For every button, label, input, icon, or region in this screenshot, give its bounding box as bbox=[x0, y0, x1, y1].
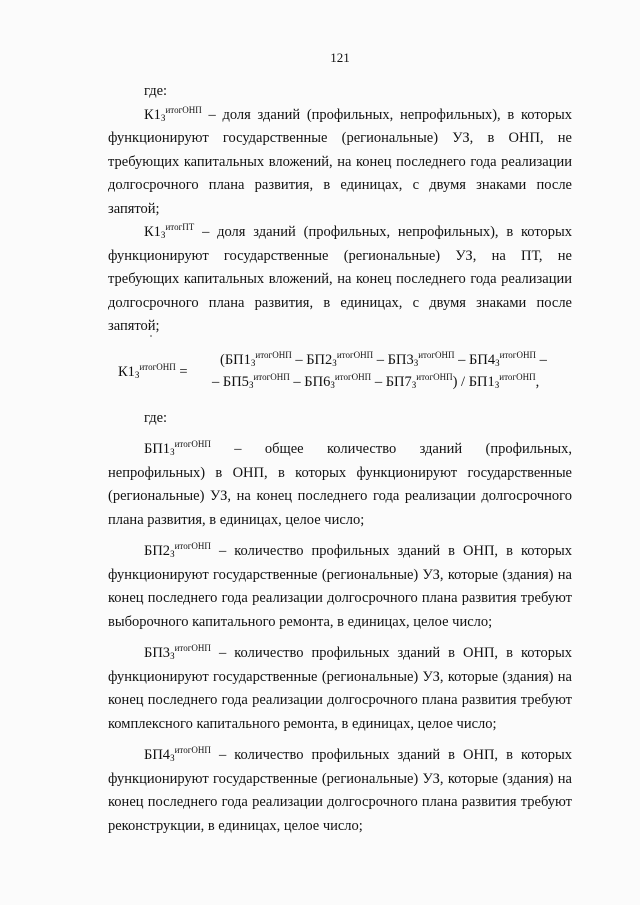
formula-term: $БП7_З^{итогОНП}$) / bbox=[385, 371, 469, 390]
definition-text: – общее количество зданий (профильных, непрофильных) в ОНП, в которых функционируют государственные (региональные) УЗ, на конец последнего года реализации долгосрочного плана развития, в единицах, целое число; bbox=[108, 441, 572, 528]
definition-bp1 bbox=[108, 438, 572, 532]
formula-lhs-symbol: К1 bbox=[118, 363, 135, 380]
definition-bp3 bbox=[108, 642, 572, 736]
symbol: БП4 bbox=[144, 747, 171, 763]
formula-term: $БП2_З^{итогОНП}$ – bbox=[306, 349, 388, 368]
formula-term: ($БП1_З^{итогОНП}$ – bbox=[220, 349, 307, 368]
symbol-sup: итогОНП bbox=[174, 745, 211, 755]
symbol: К1 bbox=[144, 224, 161, 240]
symbol-sup: итогОНП bbox=[174, 541, 211, 551]
intro-label: где: bbox=[144, 83, 168, 99]
symbol: К1 bbox=[144, 106, 161, 123]
symbol-sup: итогОНП bbox=[174, 439, 211, 449]
page-number: 121 bbox=[330, 50, 350, 65]
formula-equals: = bbox=[175, 363, 188, 380]
formula-lhs-sub: З bbox=[134, 369, 140, 380]
symbol-sup: итогПТ bbox=[165, 222, 195, 232]
formula-line-1 bbox=[220, 349, 547, 373]
formula-line-2 bbox=[212, 371, 539, 395]
where-label: где: bbox=[144, 409, 168, 426]
formula-term: $БП3_З^{итогОНП}$ – bbox=[387, 349, 470, 368]
symbol-sub: З bbox=[160, 230, 166, 240]
symbol: БП3 bbox=[144, 645, 171, 661]
formula-term: $БП6_З^{итогОНП}$ – bbox=[304, 371, 386, 390]
symbol: БП1 bbox=[144, 441, 171, 457]
symbol: БП2 bbox=[144, 543, 171, 559]
formula-lhs-sup: итогОНП bbox=[139, 361, 176, 372]
symbol-sup: итогОНП bbox=[165, 104, 202, 115]
definition-text: – количество профильных зданий в ОНП, в которых функционируют государственные (региональные) УЗ, которые (здания) на конец последнего года реализации долгосрочного плана развития требуют выборочного капитального ремонта, в единицах, целое число; bbox=[108, 543, 572, 630]
symbol-sub: З bbox=[160, 112, 166, 123]
symbol-sub: З bbox=[170, 753, 175, 763]
scan-dot bbox=[150, 335, 152, 337]
definition-text: – количество профильных зданий в ОНП, в которых функционируют государственные (региональные) УЗ, которые (здания) на конец последнего года реализации долгосрочного плана развития требуют реконструкции, в единицах, целое число; bbox=[108, 747, 572, 834]
symbol-sub: З bbox=[170, 651, 175, 661]
definition-bp2 bbox=[108, 540, 572, 634]
symbol-sub: З bbox=[170, 447, 175, 457]
formula-term: $БП1_З^{итогОНП}$, bbox=[468, 371, 540, 390]
symbol-sup: итогОНП bbox=[174, 643, 211, 653]
formula-term: – $БП5_З^{итогОНП}$ – bbox=[212, 371, 305, 390]
definition-k1-onp bbox=[108, 104, 572, 222]
definition-text: – доля зданий (профильных, непрофильных), в которых функционируют государственные (региональные) УЗ, в ОНП, не требующих капитальных вложений, на конец последнего года реализации долгосрочного плана развития, в единицах, с двумя знаками после запятой; bbox=[108, 106, 572, 217]
definition-text: – доля зданий (профильных, непрофильных), в которых функционируют государственные (региональные) УЗ, на ПТ, не требующих капитальных вложений, на конец последнего года реализации долгосрочного плана развития, в единицах, с двумя знаками после запятой; bbox=[108, 224, 572, 334]
symbol-sub: З bbox=[170, 549, 175, 559]
definition-k1-pt bbox=[108, 221, 572, 339]
formula-term: $БП4_З^{итогОНП}$ – bbox=[469, 349, 547, 368]
formula-lhs bbox=[118, 361, 188, 385]
definition-bp4 bbox=[108, 744, 572, 838]
formula-k1 bbox=[108, 349, 572, 401]
definition-text: – количество профильных зданий в ОНП, в которых функционируют государственные (региональные) УЗ, которые (здания) на конец последнего года реализации долгосрочного плана развития требуют комплексного капитального ремонта, в единицах, целое число; bbox=[108, 645, 572, 732]
document-body bbox=[108, 80, 572, 838]
